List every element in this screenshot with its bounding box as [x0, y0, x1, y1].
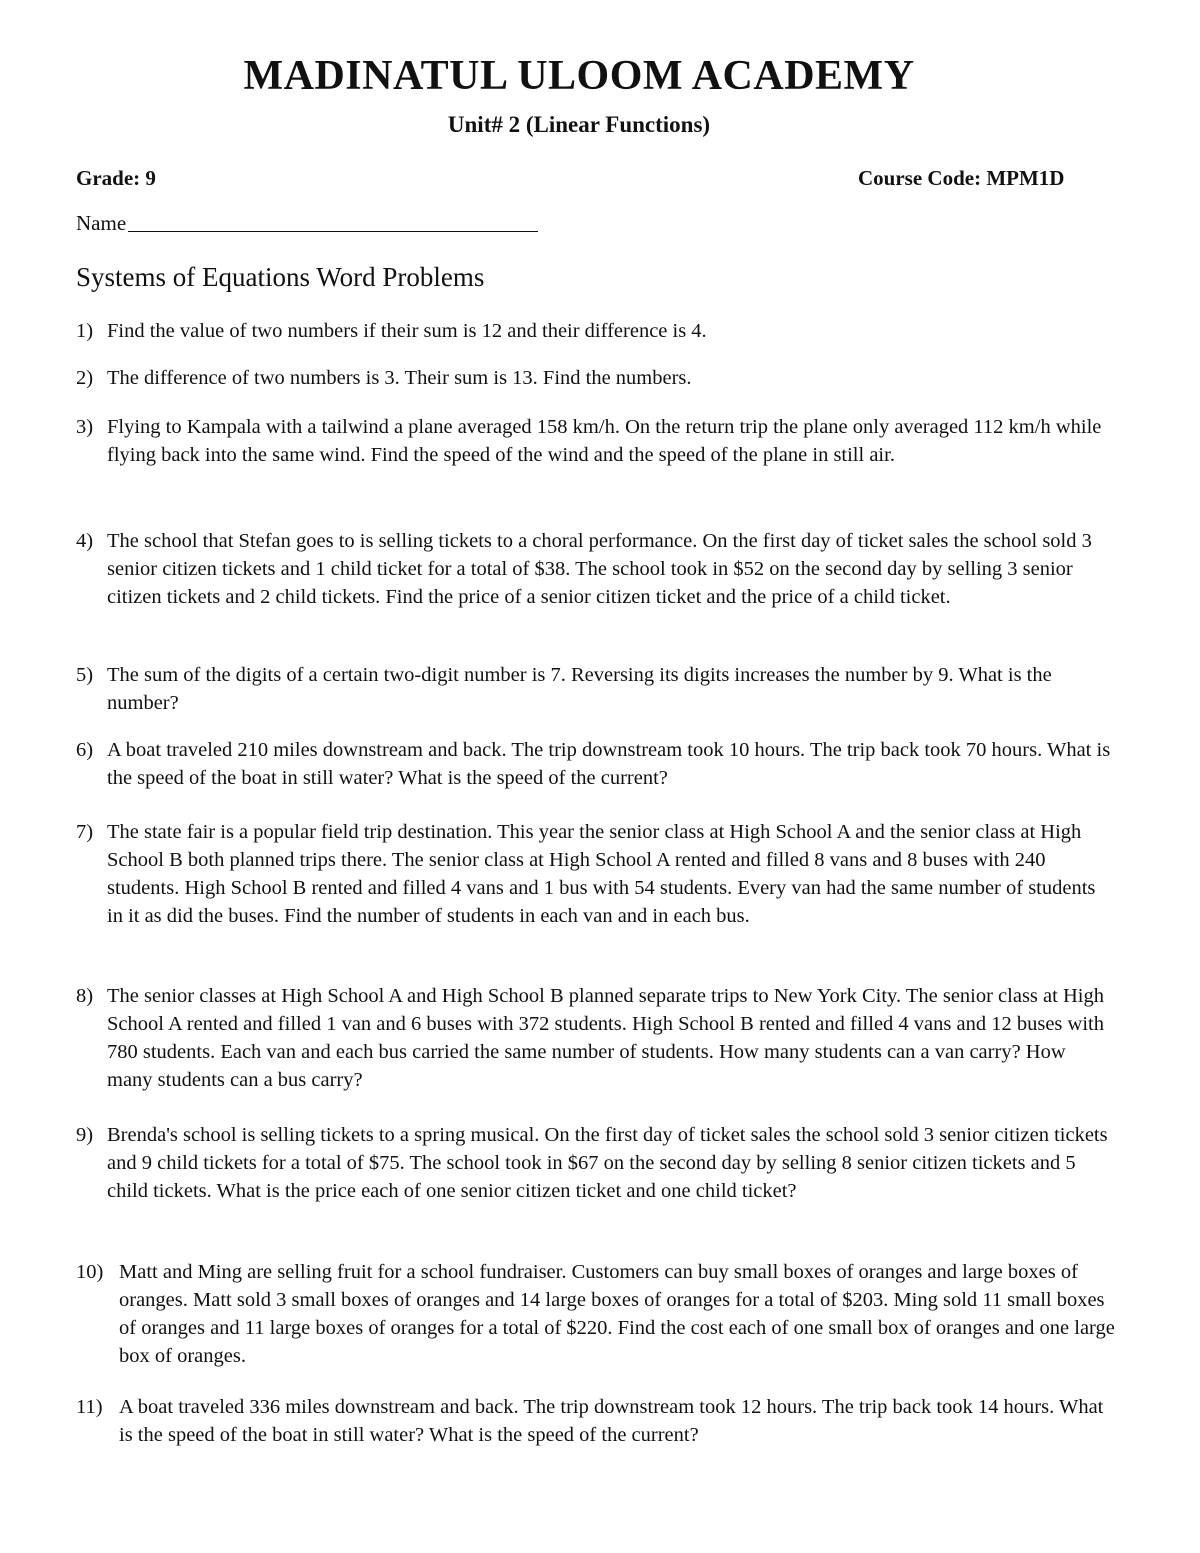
- problem-text: The senior classes at High School A and High School B planned separate trips to New York City. The senior class at High School A rented and filled 1 van and 6 buses with 372 students. High School B rented and filled 4 vans and 12 buses with 780 students. Each van and each bus carried the same number of students. How many students can a van carry? How many students can a bus carry?: [107, 985, 1104, 1091]
- unit-title: Unit# 2 (Linear Functions): [447, 112, 711, 137]
- problem-text: The sum of the digits of a certain two-digit number is 7. Reversing its digits increases the number by 9. What is the number?: [107, 664, 1052, 714]
- problem-number: 7): [76, 821, 94, 843]
- problem-text: A boat traveled 210 miles downstream and back. The trip downstream took 10 hours. The trip back took 70 hours. What is the speed of the boat in still water? What is the speed of the current?: [107, 739, 1111, 789]
- course-code-label: Course Code: MPM1D: [858, 166, 1065, 190]
- school-title: MADINATUL ULOOM ACADEMY: [243, 53, 915, 99]
- problem-text: Matt and Ming are selling fruit for a school fundraiser. Customers can buy small boxes of oranges and large boxes of oranges. Matt sold 3 small boxes of oranges and 14 large boxes of oranges for a total of $203. Ming sold 11 small boxes of oranges and 11 large boxes of oranges for a total of $220. Find the cost each of one small box of oranges and one large box of oranges.: [119, 1261, 1115, 1367]
- problem-item: [76, 413, 1116, 469]
- problem-item: [76, 1258, 1116, 1370]
- problem-number: 3): [76, 416, 94, 438]
- problem-number: 1): [76, 320, 94, 342]
- problem-text: The difference of two numbers is 3. Their sum is 13. Find the numbers.: [107, 367, 692, 389]
- problem-item: [76, 1121, 1116, 1205]
- problem-item: [76, 317, 1116, 345]
- problem-item: [76, 982, 1116, 1094]
- problem-item: [76, 736, 1116, 792]
- problem-number: 10): [76, 1261, 104, 1283]
- name-field: [76, 211, 538, 236]
- section-title: Systems of Equations Word Problems: [76, 262, 485, 292]
- problem-item: [76, 364, 1116, 392]
- problem-number: 6): [76, 739, 94, 761]
- problem-text: Flying to Kampala with a tailwind a plane averaged 158 km/h. On the return trip the plane only averaged 112 km/h while flying back into the same wind. Find the speed of the wind and the speed of the plane in still air.: [107, 416, 1102, 466]
- problem-item: [76, 818, 1116, 930]
- problem-number: 9): [76, 1124, 94, 1146]
- problem-number: 4): [76, 530, 94, 552]
- problem-number: 2): [76, 367, 94, 389]
- problem-text: A boat traveled 336 miles downstream and back. The trip downstream took 12 hours. The trip back took 14 hours. What is the speed of the boat in still water? What is the speed of the current?: [119, 1396, 1104, 1446]
- name-blank-line: [128, 213, 538, 232]
- problem-number: 11): [76, 1396, 103, 1418]
- problem-item: [76, 1393, 1116, 1449]
- problem-item: [76, 661, 1116, 717]
- problem-text: Brenda's school is selling tickets to a spring musical. On the first day of ticket sales the school sold 3 senior citizen tickets and 9 child tickets for a total of $75. The school took in $67 on the second day by selling 8 senior citizen tickets and 5 child tickets. What is the price each of one senior citizen ticket and one child ticket?: [107, 1124, 1108, 1202]
- problem-text: The school that Stefan goes to is selling tickets to a choral performance. On the first day of ticket sales the school sold 3 senior citizen tickets and 1 child ticket for a total of $38. The school took in $52 on the second day by selling 3 senior citizen tickets and 2 child tickets. Find the price of a senior citizen ticket and the price of a child ticket.: [107, 530, 1092, 608]
- grade-label: Grade: 9: [76, 166, 156, 190]
- problem-text: The state fair is a popular field trip destination. This year the senior class at High School A and the senior class at High School B both planned trips there. The senior class at High School A rented and filled 8 vans and 8 buses with 240 students. High School B rented and filled 4 vans and 1 bus with 54 students. Every van had the same number of students in it as did the buses. Find the number of students in each van and in each bus.: [107, 821, 1096, 927]
- problem-item: [76, 527, 1116, 611]
- problem-number: 5): [76, 664, 94, 686]
- name-label: Name: [76, 211, 127, 235]
- problem-text: Find the value of two numbers if their sum is 12 and their difference is 4.: [107, 320, 707, 342]
- problem-number: 8): [76, 985, 94, 1007]
